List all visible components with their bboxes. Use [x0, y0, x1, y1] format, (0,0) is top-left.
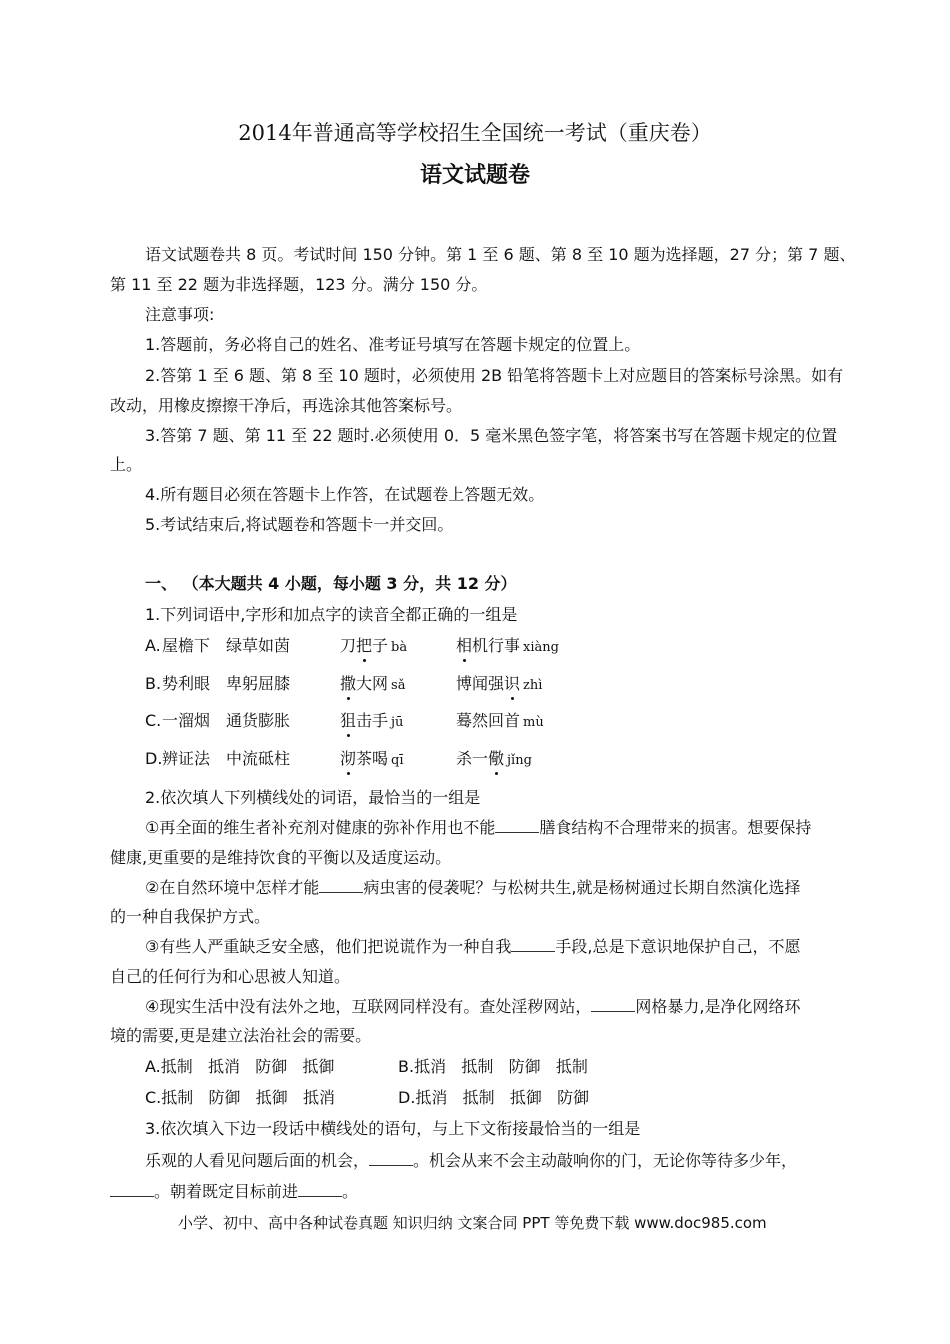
paper-subtitle: 语文试题卷 [419, 163, 530, 188]
option-word: 刀把子 bà [340, 636, 408, 655]
question-stem: 2.依次填人下列横线处的词语，最恰当的一组是 [145, 788, 481, 807]
note-item: 2.答第 1 至 6 题、第 8 至 10 题时，必须使用 2B 铅笔将答题卡上对应题目的答案标号涂黑。如有 [145, 366, 844, 385]
passage-line: 自己的任何行为和心思被人知道。 [110, 967, 351, 986]
note-item: 3.答第 7 题、第 11 至 22 题时.必须使用 0．5 毫米黑色签字笔，将答案书写在答题卡规定的位置 [145, 426, 838, 445]
intro-line: 语文试题卷共 8 页。考试时间 150 分钟。第 1 至 6 题、第 8 至 10 题为选择题，27 分；第 7 题、 [145, 245, 856, 264]
answer-option: B.抵消 抵制 防御 抵制 [398, 1057, 588, 1076]
option-word: 卑躬屈膝 [226, 674, 291, 693]
answer-option: D.抵消 抵制 抵御 防御 [398, 1088, 590, 1107]
passage-line: 境的需要,更是建立法治社会的需要。 [110, 1026, 372, 1045]
fill-blank [511, 937, 555, 952]
option-word: 博闻强识 zhì [456, 674, 543, 693]
option-label: D. [145, 749, 163, 768]
notes-heading: 注意事项: [145, 305, 215, 324]
note-item: 4.所有题目必须在答题卡上作答，在试题卷上答题无效。 [145, 485, 545, 504]
option-word: 辨证法 [162, 749, 211, 768]
page-footer: 小学、初中、高中各种试卷真题 知识归纳 文案合同 PPT 等免费下载 www.doc985.com [178, 1214, 767, 1232]
option-word: 中流砥柱 [226, 749, 291, 768]
option-label: B. [145, 674, 162, 693]
fill-blank [495, 818, 539, 833]
passage-line: 的一种自我保护方式。 [110, 907, 271, 926]
passage-line: ①再全面的维生者补充剂对健康的弥补作用也不能 膳食结构不合理带来的损害。想要保持 [145, 818, 812, 837]
option-word: 沏茶喝 qī [340, 749, 404, 768]
question-stem: 1.下列词语中,字形和加点字的读音全都正确的一组是 [145, 605, 518, 624]
option-word: 狙击手 jū [340, 711, 404, 730]
fill-blank [319, 878, 363, 893]
note-item: 改动，用橡皮擦擦干净后，再选涂其他答案标号。 [110, 396, 463, 415]
option-word: 屋檐下 [162, 636, 211, 655]
passage-line: ②在自然环境中怎样才能 病虫害的侵袭呢？与松树共生,就是杨树通过长期自然演化选择 [145, 878, 801, 897]
fill-blank [369, 1151, 413, 1166]
option-label: A. [145, 636, 161, 655]
option-word: 相机行事 xiàng [456, 636, 559, 655]
note-item: 上。 [110, 455, 143, 474]
note-item: 5.考试结束后,将试题卷和答题卡一并交回。 [145, 515, 454, 534]
fill-blank [110, 1182, 154, 1197]
option-word: 蓦然回首 mù [456, 711, 544, 730]
intro-line: 第 11 至 22 题为非选择题，123 分。满分 150 分。 [110, 275, 488, 294]
option-word: 杀一儆 jǐng [456, 749, 532, 768]
answer-option: C.抵制 防御 抵御 抵消 [145, 1088, 336, 1107]
passage-line: 乐观的人看见问题后面的机会， 。机会从来不会主动敲响你的门，无论你等待多少年， [145, 1151, 798, 1170]
fill-blank [591, 997, 635, 1012]
option-word: 势利眼 [162, 674, 211, 693]
section-heading: 一、 （本大题共 4 小题，每小题 3 分，共 12 分） [145, 574, 517, 593]
question-stem: 3.依次填入下边一段话中横线处的语句，与上下文衔接最恰当的一组是 [145, 1119, 641, 1138]
answer-option: A.抵制 抵消 防御 抵御 [145, 1057, 335, 1076]
option-word: 一溜烟 [162, 711, 211, 730]
passage-line: ③有些人严重缺乏安全感，他们把说谎作为一种自我 手段,总是下意识地保护自己，不愿 [145, 937, 801, 956]
note-item: 1.答题前，务必将自己的姓名、准考证号填写在答题卡规定的位置上。 [145, 335, 641, 354]
passage-line: 健康,更重要的是维持饮食的平衡以及适度运动。 [110, 848, 452, 867]
passage-line: 。朝着既定目标前进 。 [110, 1182, 358, 1202]
passage-line: ④现实生活中没有法外之地，互联网同样没有。查处淫秽网站， 网格暴力,是净化网络环 [145, 997, 801, 1016]
option-word: 绿草如茵 [226, 636, 291, 655]
option-label: C. [145, 711, 162, 730]
fill-blank [298, 1182, 342, 1197]
exam-title: 2014年普通高等学校招生全国统一考试（重庆卷） [238, 121, 712, 145]
option-word: 通货膨胀 [226, 711, 291, 730]
option-word: 撒大网 sǎ [340, 674, 406, 693]
